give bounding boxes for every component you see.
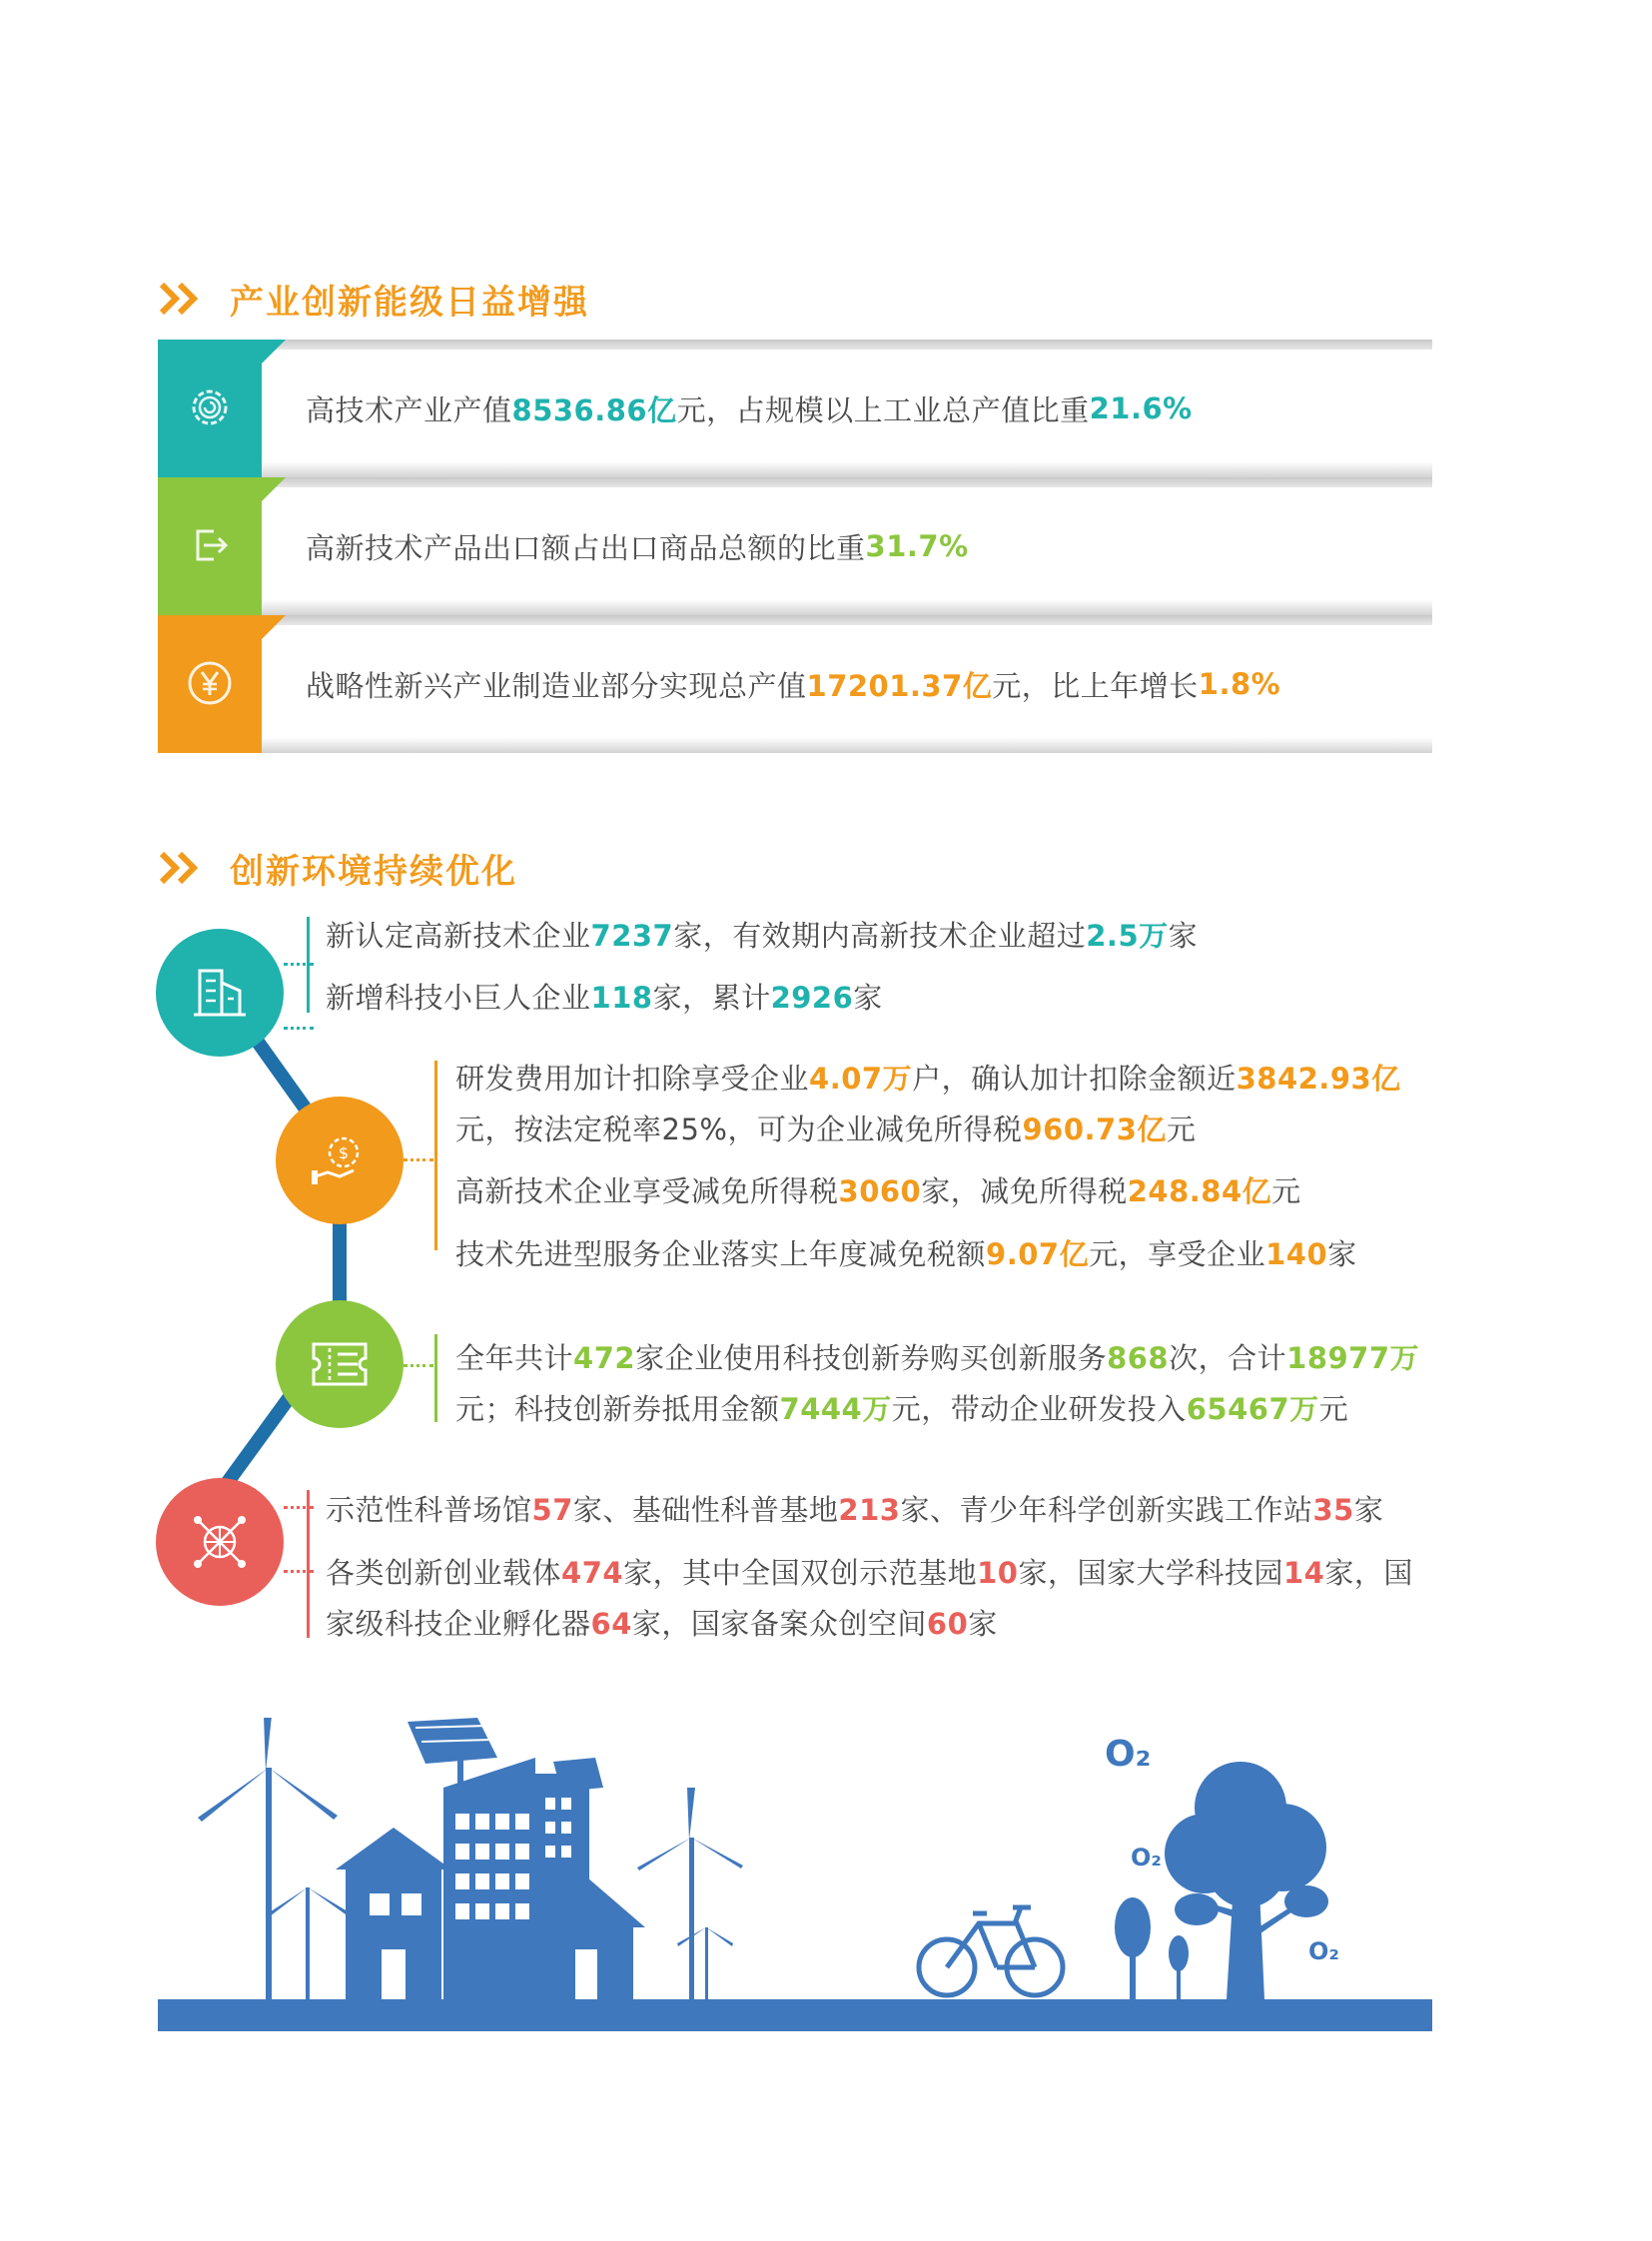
stat-line-tax-reduction: 高新技术企业享受减免所得税3060家，减免所得税248.84亿元 xyxy=(455,1174,1301,1208)
export-icon xyxy=(184,519,236,571)
o2-label: O₂ xyxy=(1308,1937,1339,1965)
green-city-illustration xyxy=(158,1718,1432,2007)
stat-line-small-giants: 新增科技小巨人企业118家，累计2926家 xyxy=(326,981,883,1015)
voucher-icon xyxy=(308,1332,372,1396)
stat-line-voucher-usage: 全年共计472家企业使用科技创新券购买创新服务868次，合计18977万 xyxy=(455,1341,1420,1375)
stat-card-strategic-industry xyxy=(158,615,1432,753)
card-text: 高新技术产品出口额占出口商品总额的比重 31.7% xyxy=(306,529,969,565)
card-text: 高技术产业产值 8536.86亿 元，占规模以上工业总产值比重 21.6% xyxy=(306,391,1193,427)
building-circle xyxy=(156,929,284,1057)
section-title: 创新环境持续优化 xyxy=(230,851,517,892)
double-chevron-icon xyxy=(158,850,204,886)
stat-line-service-enterprise: 技术先进型服务企业落实上年度减免税额9.07亿元，享受企业140家 xyxy=(455,1237,1357,1271)
gear-icon xyxy=(184,381,236,433)
yen-icon xyxy=(184,657,236,709)
stat-line-incubators: 各类创新创业载体474家，其中全国双创示范基地10家，国家大学科技园14家，国 xyxy=(326,1556,1413,1590)
stat-card-hightech-output xyxy=(158,340,1432,477)
building-icon xyxy=(188,961,252,1025)
section-header-industry xyxy=(158,274,589,324)
svg-text:$: $ xyxy=(338,1143,350,1162)
o2-label: O₂ xyxy=(1131,1844,1162,1871)
money-circle xyxy=(276,1097,404,1224)
stat-line-rd-deduction: 研发费用加计扣除享受企业4.07万户，确认加计扣除金额近3842.93亿 xyxy=(455,1062,1401,1096)
stat-line-science-venues: 示范性科普场馆57家、基础性科普基地213家、青少年科学创新实践工作站35家 xyxy=(326,1493,1384,1527)
section-title: 产业创新能级日益增强 xyxy=(230,282,589,323)
voucher-circle xyxy=(276,1300,404,1428)
network-circle xyxy=(156,1478,284,1606)
stat-line-rd-deduction-cont: 元，按法定税率25%，可为企业减免所得税960.73亿元 xyxy=(455,1113,1197,1146)
o2-label: O₂ xyxy=(1105,1734,1152,1775)
ground-bar xyxy=(158,1999,1432,2031)
card-text: 战略性新兴产业制造业部分实现总产值 17201.37亿 元，比上年增长 1.8% xyxy=(306,667,1281,703)
network-icon xyxy=(188,1510,252,1574)
stat-card-export-ratio xyxy=(158,477,1432,615)
money-hand-icon xyxy=(308,1128,372,1192)
stat-line-hightech-enterprises: 新认定高新技术企业7237家，有效期内高新技术企业超过2.5万家 xyxy=(326,919,1199,953)
stat-line-voucher-amount: 元；科技创新券抵用金额7444万元，带动企业研发投入65467万元 xyxy=(455,1392,1349,1426)
section-header-environment xyxy=(158,843,517,893)
double-chevron-icon xyxy=(158,281,204,317)
stat-line-incubators-cont: 家级科技企业孵化器64家，国家备案众创空间60家 xyxy=(326,1607,998,1641)
